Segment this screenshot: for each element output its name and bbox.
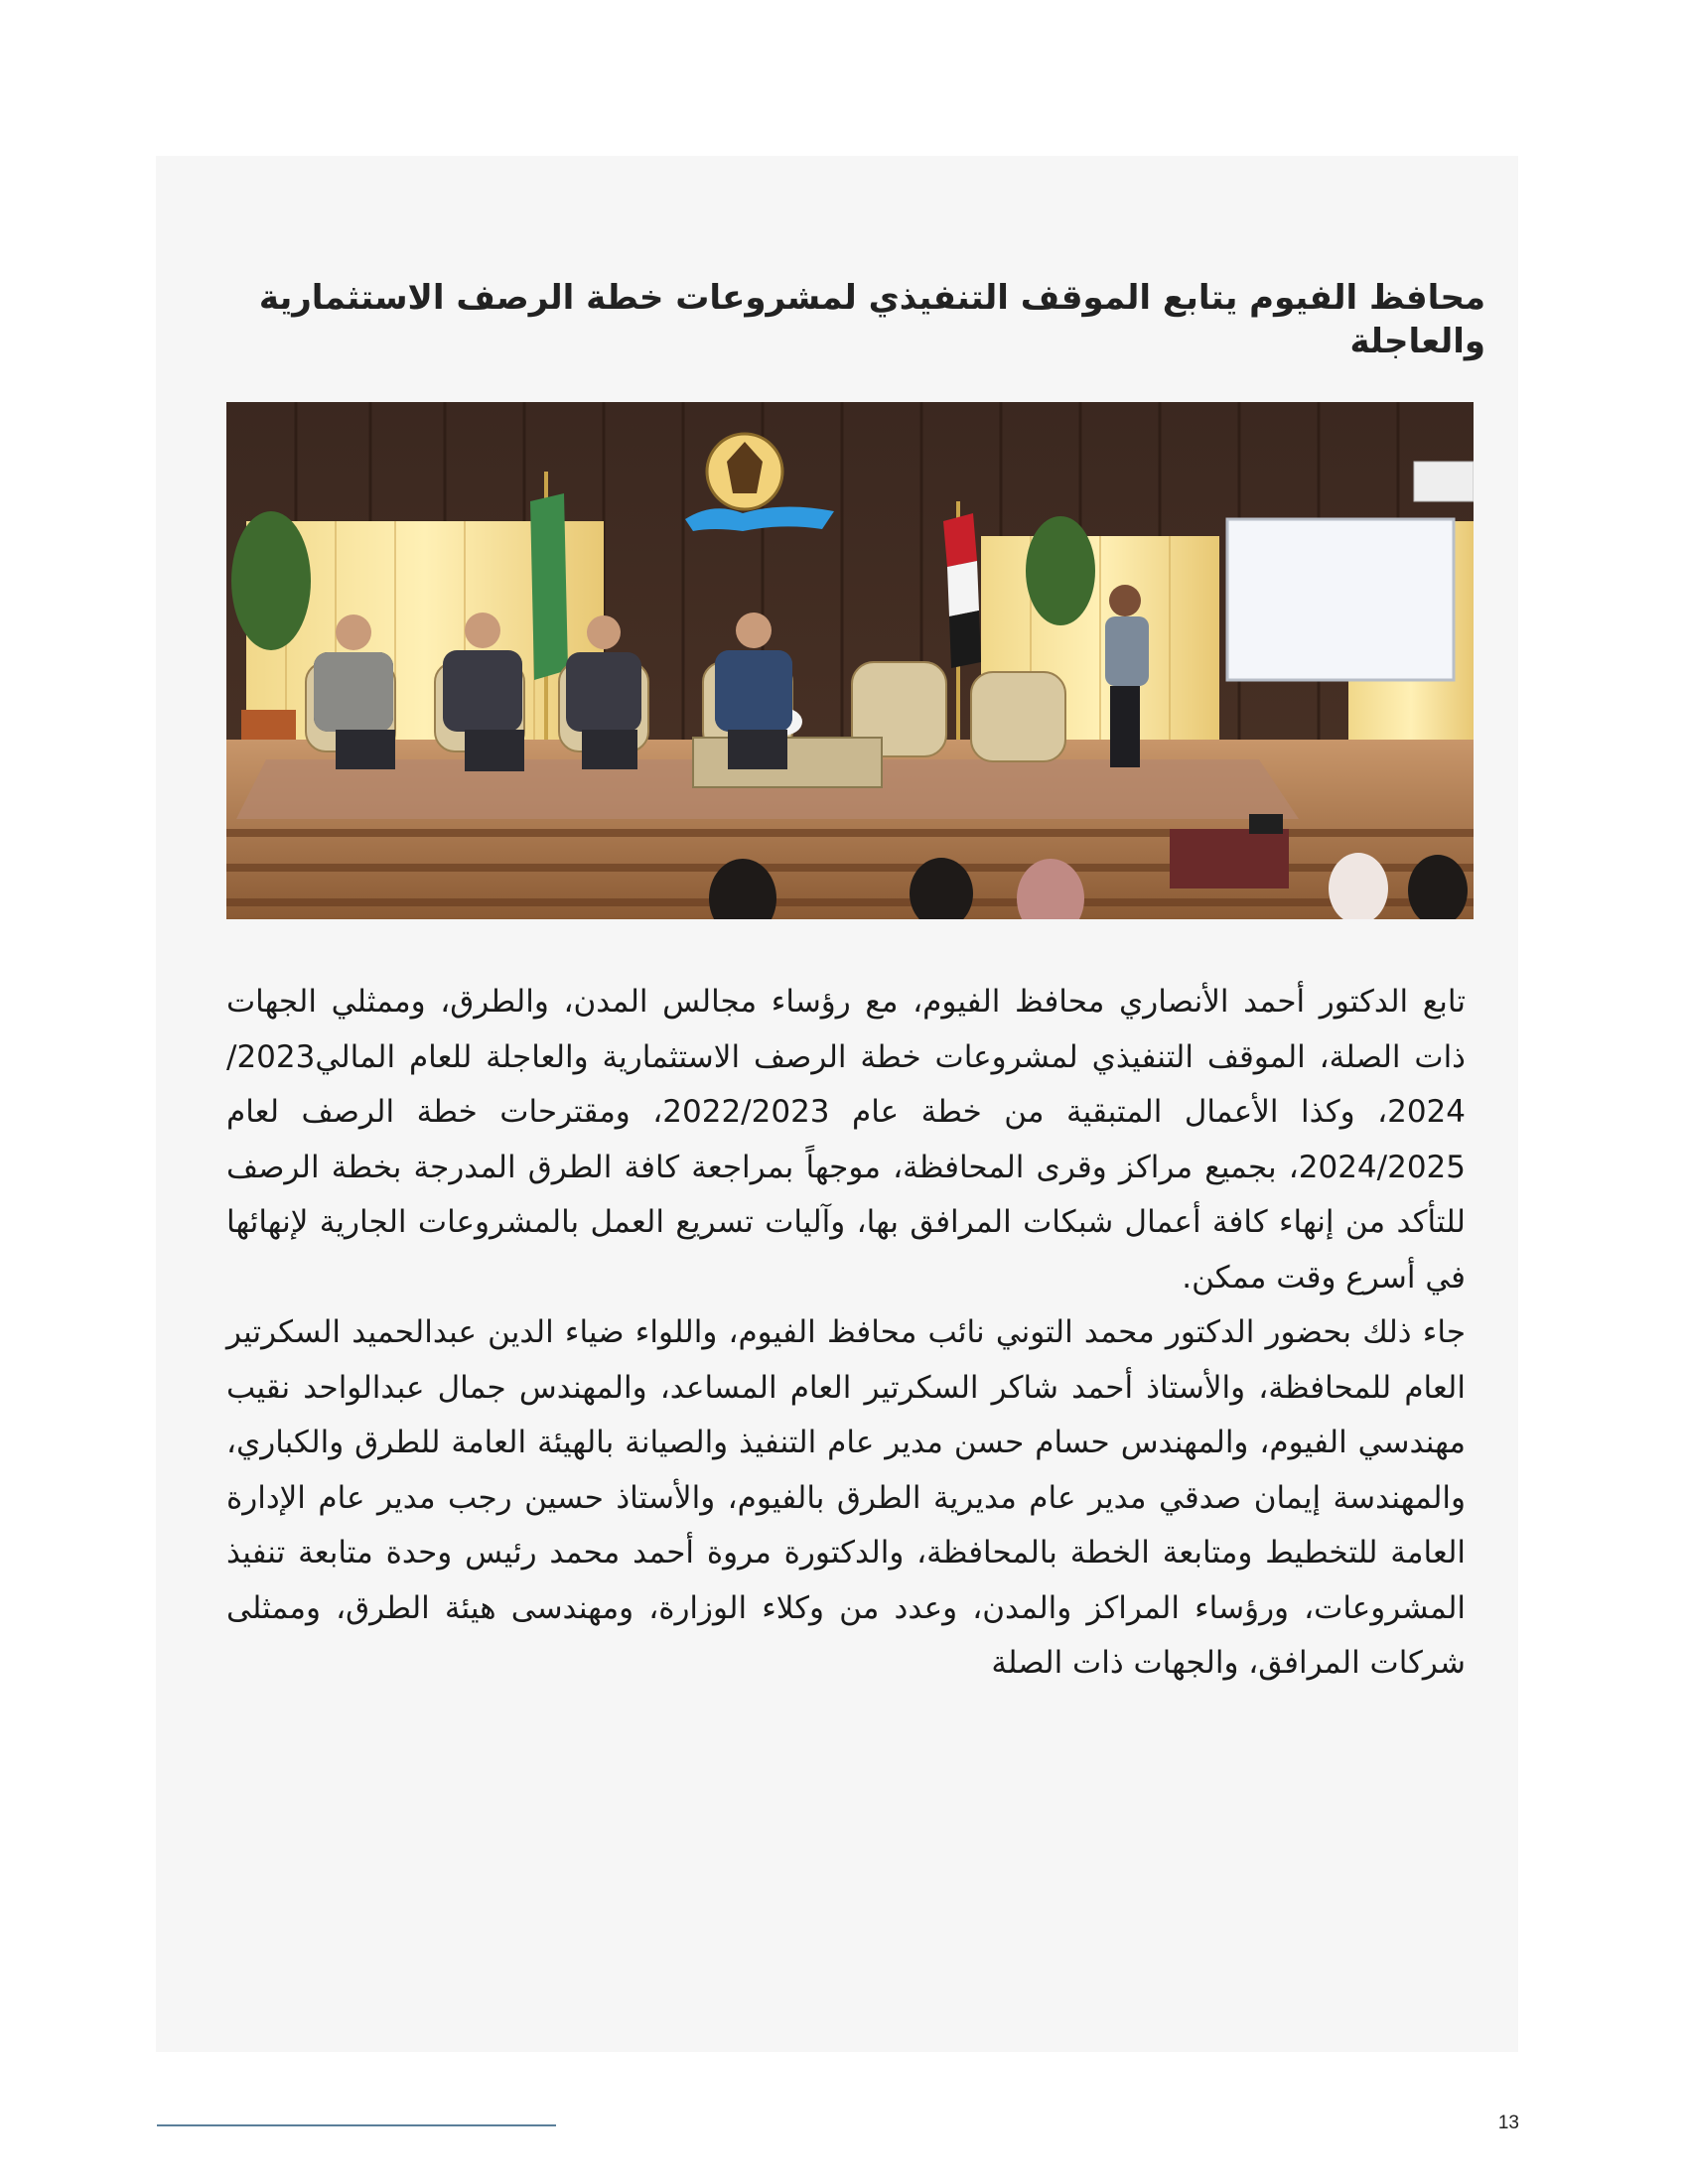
article-body: [226, 975, 1466, 1692]
article-photo: [226, 402, 1474, 919]
page-number: 13: [1497, 2113, 1519, 2133]
article-title: محافظ الفيوم يتابع الموقف التنفيذي لمشروعات خطة الرصف الاستثمارية والعاجلة: [258, 278, 1485, 361]
footer-rule: [157, 2124, 556, 2126]
article-paragraph: جاء ذلك بحضور الدكتور محمد التوني نائب محافظ الفيوم، واللواء ضياء الدين عبدالحميد السكرتير العام للمحافظة، والأستاذ أحمد شاكر السكرتير العام المساعد، والمهندس جمال عبدالواحد نقيب مهندسي الفيوم، والمهندس حسام حسن مدير عام التنفيذ والصيانة بالهيئة العامة للطرق والكباري، والمهندسة إيمان صدقي مدير عام مديرية الطرق بالفيوم، والأستاذ حسين رجب مدير عام الإدارة العامة للتخطيط ومتابعة الخطة بالمحافظة، والدكتورة مروة أحمد محمد رئيس وحدة متابعة تنفيذ المشروعات، ورؤساء المراكز والمدن، وعدد من وكلاء الوزارة، ومهندسى هيئة الطرق، وممثلى شركات المرافق، والجهات ذات الصلة: [226, 1314, 1466, 1681]
meeting-stage-illustration: [226, 402, 1474, 919]
article-paragraph: تابع الدكتور أحمد الأنصاري محافظ الفيوم، مع رؤساء مجالس المدن، والطرق، وممثلي الجهات ذات الصلة، الموقف التنفيذي لمشروعات خطة الرصف الاستثمارية والعاجلة للعام المالي2023/ 2024، وكذا الأعمال المتبقية من خطة عام 2022/2023، ومقترحات خطة الرصف لعام 2024/2025، بجميع مراكز وقرى المحافظة، موجهاً بمراجعة كافة الطرق المدرجة بخطة الرصف للتأكد من إنهاء كافة أعمال شبكات المرافق بها، وآليات تسريع العمل بالمشروعات الجارية لإنهائها في أسرع وقت ممكن.: [226, 984, 1466, 1296]
